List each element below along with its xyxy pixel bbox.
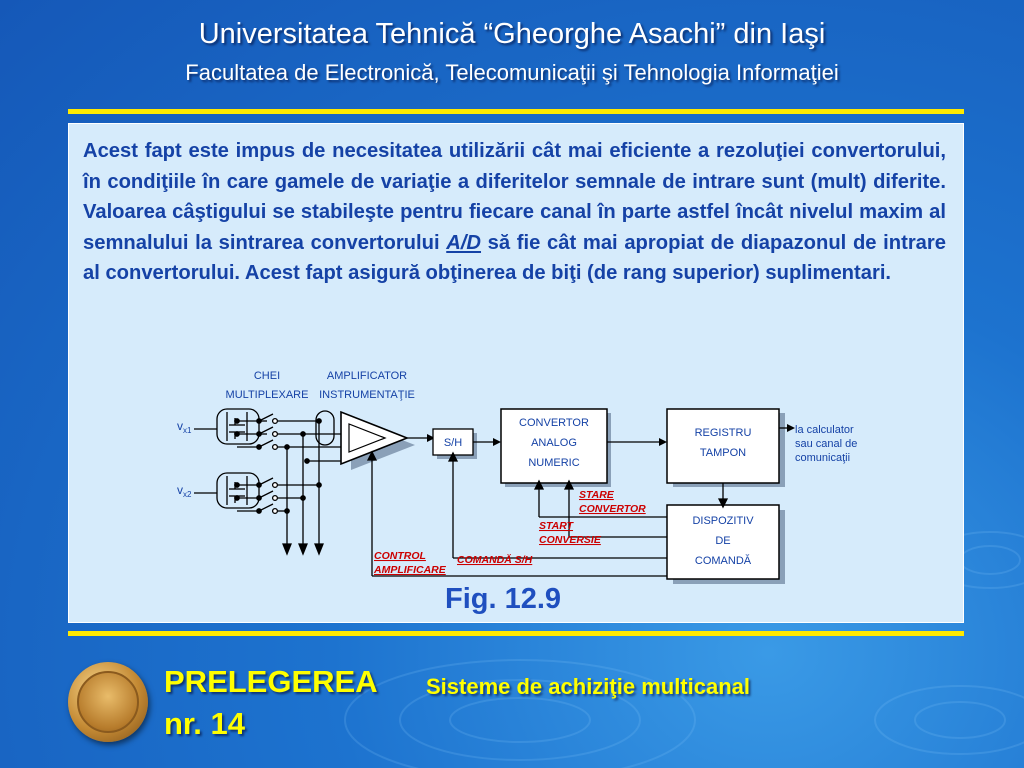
- control-label-2: DE: [715, 535, 731, 547]
- paragraph-text-end: să fie cât mai apropiat de diapazonul de intrare al convertorului. Acest fapt asigură obţinerea de biţi (de rang superior) suplimentari.: [83, 231, 946, 284]
- adc-label-1: CONVERTOR: [519, 417, 589, 429]
- footer-lecture-number: nr. 14: [164, 706, 245, 741]
- footer-lecture-label: PRELEGEREA: [164, 664, 378, 699]
- adc-label-3: NUMERIC: [528, 457, 580, 469]
- output-label-3: comunicaţii: [795, 452, 851, 464]
- signal-start-2: CONVERSIE: [539, 534, 601, 546]
- label-multiplexare: MULTIPLEXARE: [225, 389, 309, 401]
- adc-label-2: ANALOG: [531, 437, 577, 449]
- control-label-1: DISPOZITIV: [692, 515, 754, 527]
- buffer-register-block: [667, 409, 779, 483]
- page-title: Universitatea Tehnică “Gheorghe Asachi” din Iaşi: [198, 18, 826, 50]
- signal-control-2: AMPLIFICARE: [374, 564, 446, 576]
- paragraph-emphasis: A/D: [446, 231, 482, 254]
- register-label-2: TAMPON: [699, 447, 747, 459]
- signal-control-1: CONTROL: [374, 550, 426, 562]
- label-instrumentatie: INSTRUMENTAŢIE: [319, 389, 415, 401]
- sh-label: S/H: [443, 437, 463, 449]
- signal-comanda-sh: COMANDĂ S/H: [457, 554, 533, 566]
- signal-start-1: START: [539, 520, 574, 532]
- signal-stare-2: CONVERTOR: [579, 503, 646, 515]
- footer-topic: Sisteme de achiziţie multicanal: [426, 674, 751, 699]
- output-label-2: sau canal de: [795, 438, 858, 450]
- input-1-sensor: [194, 409, 267, 444]
- paragraph-text-start: Acest fapt este impus de necesitatea utilizării cât mai eficiente a rezoluţiei convertorului, în condiţiile în care gamele de variaţie a diferitelor semnale de intrare sunt (mult) diferite. Valoarea câştigului se stabileşte pentru fiecare canal în parte astfel încât nivelul maxim al semnalului la sintrarea convertorului: [83, 140, 946, 254]
- content-panel: [68, 123, 964, 623]
- university-medal-logo: [68, 662, 148, 742]
- figure-caption: Fig. 12.9: [445, 583, 562, 615]
- input-1-label: $v_{x1}$: [177, 419, 192, 435]
- input-2-label: $v_{x2}$: [177, 483, 192, 499]
- register-label-1: REGISTRU: [694, 427, 752, 439]
- block-diagram: [69, 124, 965, 624]
- signal-stare-1: STARE: [579, 489, 614, 501]
- page-subtitle: Facultatea de Electronică, Telecomunicaţii şi Tehnologia Informaţiei: [185, 60, 839, 85]
- label-chei: CHEI: [253, 370, 281, 382]
- control-label-3: COMANDĂ: [694, 555, 752, 567]
- label-amplificator: AMPLIFICATOR: [326, 370, 408, 382]
- input-2-sensor: [194, 473, 259, 508]
- top-divider: [68, 109, 964, 114]
- bottom-divider: [68, 631, 964, 636]
- output-label-1: la calculator: [795, 424, 854, 436]
